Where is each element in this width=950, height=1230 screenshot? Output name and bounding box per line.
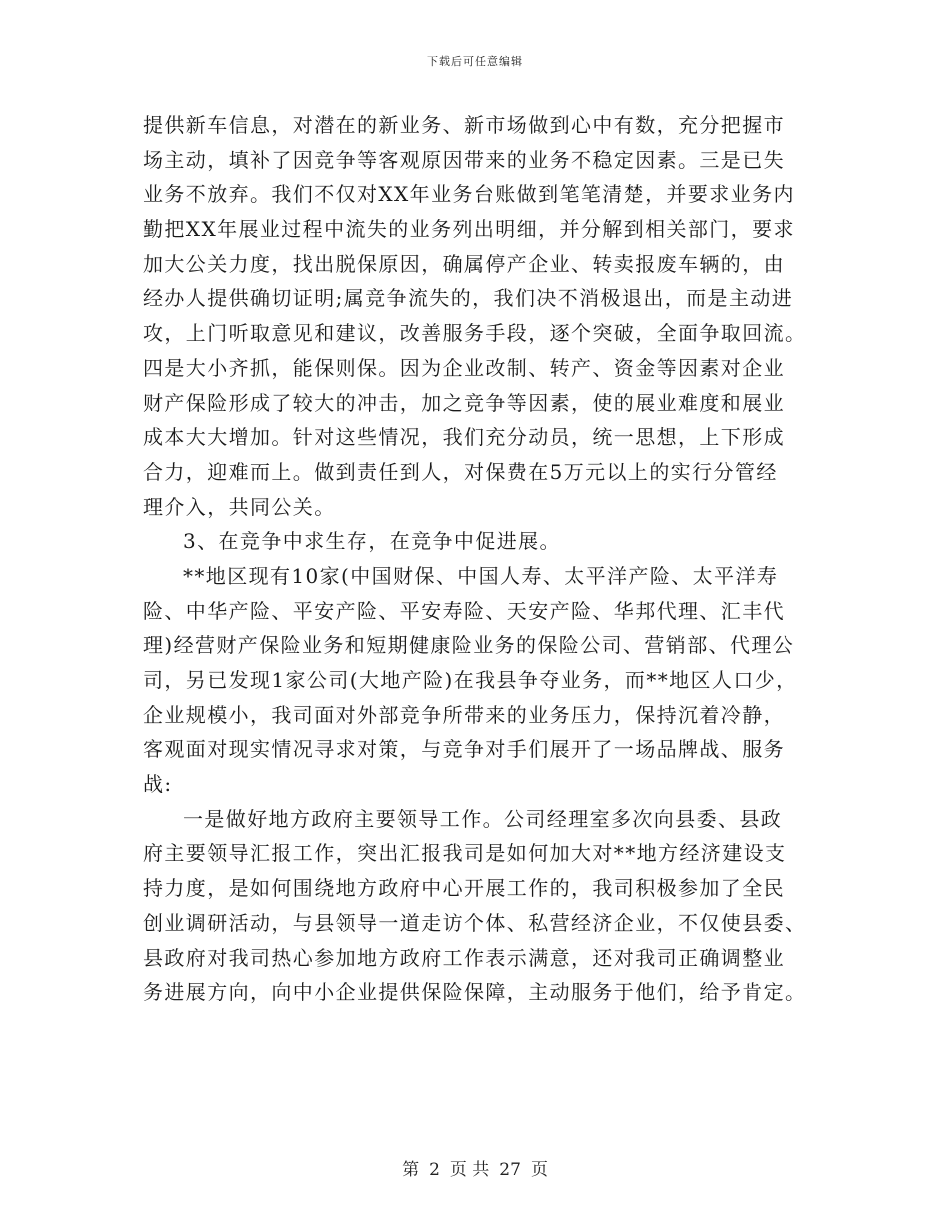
section-heading: 3、在竞争中求生存，在竞争中促进展。 <box>183 529 561 554</box>
text-line: 提供新车信息，对潜在的新业务、新市场做到心中有数，充分把握市 <box>143 113 785 137</box>
document-body <box>143 108 813 1010</box>
text-line: 理)经营财产保险业务和短期健康险业务的保险公司、营销部、代理公 <box>143 633 795 658</box>
text-line: 战: <box>143 772 173 797</box>
text-line: 经办人提供确切证明;属竞争流失的，我们决不消极退出，而是主动进 <box>143 286 794 311</box>
total-pages-number: 27 <box>499 1160 521 1180</box>
page-prefix: 第 <box>402 1160 420 1180</box>
text-line: 加大公关力度，找出脱保原因，确属停产企业、转卖报废车辆的，由 <box>143 251 785 276</box>
text-line: 险、中华产险、平安产险、平安寿险、天安产险、华邦代理、汇丰代 <box>143 598 785 623</box>
text-line: 成本大大增加。针对这些情况，我们充分动员，统一思想，上下形成 <box>143 425 785 450</box>
page-middle-text: 页 共 <box>449 1160 490 1180</box>
text-line: 客观面对现实情况寻求对策，与竞争对手们展开了一场品牌战、服务 <box>143 737 785 762</box>
page-header-note: 下载后可任意编辑 <box>427 55 523 68</box>
page-suffix: 页 <box>530 1160 548 1180</box>
text-line: 企业规模小，我司面对外部竞争所带来的业务压力，保持沉着冷静， <box>143 702 785 727</box>
text-line: 攻，上门听取意见和建议，改善服务手段，逐个突破，全面争取回流。 <box>143 321 807 346</box>
text-line: 业务不放弃。我们不仅对XX年业务台账做到笔笔清楚，并要求业务内 <box>143 182 795 207</box>
text-line: 县政府对我司热心参加地方政府工作表示满意，还对我司正确调整业 <box>143 945 785 970</box>
current-page-number: 2 <box>429 1160 440 1180</box>
text-line: 司，另已发现1家公司(大地产险)在我县争夺业务，而**地区人口少， <box>143 668 798 692</box>
text-line: **地区现有10家(中国财保、中国人寿、太平洋产险、太平洋寿 <box>183 563 779 588</box>
text-line: 财产保险形成了较大的冲击，加之竞争等因素，使的展业难度和展业 <box>143 390 785 415</box>
text-line: 创业调研活动，与县领导一道走访个体、私营经济企业，不仅使县委、 <box>143 910 807 935</box>
text-line: 勤把XX年展业过程中流失的业务列出明细，并分解到相关部门，要求 <box>143 217 795 242</box>
text-line: 务进展方向，向中小企业提供保险保障，主动服务于他们，给予肯定。 <box>143 980 807 1005</box>
text-line: 四是大小齐抓，能保则保。因为企业改制、转产、资金等因素对企业 <box>143 355 785 380</box>
text-line: 府主要领导汇报工作，突出汇报我司是如何加大对**地方经济建设支 <box>143 841 787 866</box>
text-line: 场主动，填补了因竞争等客观原因带来的业务不稳定因素。三是已失 <box>143 147 785 172</box>
page-number-footer <box>0 1155 950 1180</box>
text-line: 持力度，是如何围绕地方政府中心开展工作的，我司积极参加了全民 <box>143 876 785 901</box>
text-line: 合力，迎难而上。做到责任到人，对保费在5万元以上的实行分管经 <box>143 459 778 484</box>
text-line: 一是做好地方政府主要领导工作。公司经理室多次向县委、县政 <box>183 806 783 831</box>
text-line: 理介入，共同公关。 <box>143 494 336 519</box>
